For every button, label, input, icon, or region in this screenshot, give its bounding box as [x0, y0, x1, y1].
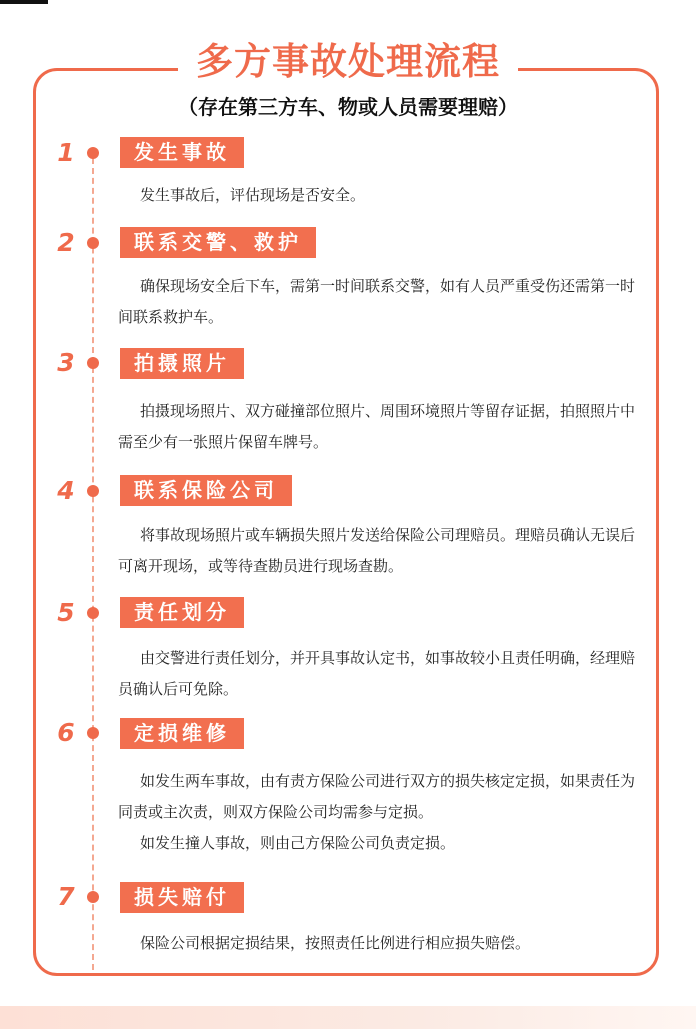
- timeline-dot: [87, 357, 99, 369]
- page-subtitle: （存在第三方车、物或人员需要理赔）: [178, 95, 518, 119]
- step-label: 定损维修: [120, 718, 244, 749]
- step-description: [118, 520, 640, 582]
- bottom-decor-band: [0, 1006, 696, 1029]
- step-label: 损失赔付: [120, 882, 244, 913]
- step-label: 联系保险公司: [120, 475, 292, 506]
- timeline-dot: [87, 147, 99, 159]
- step-label: 责任划分: [120, 597, 244, 628]
- step-label: 发生事故: [120, 137, 244, 168]
- step-number: 1: [57, 138, 75, 167]
- description-paragraph: 保险公司根据定损结果，按照责任比例进行相应损失赔偿。: [140, 934, 531, 952]
- step-description: [118, 396, 640, 458]
- timeline-dot: [87, 891, 99, 903]
- step-description: [118, 928, 640, 959]
- description-paragraph: 拍摄现场照片、双方碰撞部位照片、周围环境照片等留存证据，拍照照片中需至少有一张照片保留车牌号。: [118, 402, 636, 451]
- step-description: [118, 643, 640, 705]
- description-paragraph: 由交警进行责任划分，并开具事故认定书，如事故较小且责任明确，经理赔员确认后可免除。: [118, 649, 636, 698]
- page-title: 多方事故处理流程: [178, 32, 518, 92]
- step-description: [118, 766, 640, 859]
- step-number: 5: [57, 598, 75, 627]
- description-paragraph: 确保现场安全后下车，需第一时间联系交警，如有人员严重受伤还需第一时间联系救护车。: [118, 277, 636, 326]
- timeline-dot: [87, 237, 99, 249]
- step-label: 拍摄照片: [120, 348, 244, 379]
- step-label: 联系交警、救护: [120, 227, 316, 258]
- description-paragraph: 如发生两车事故，由有责方保险公司进行双方的损失核定定损，如果责任为同责或主次责，则双方保险公司均需参与定损。: [118, 772, 636, 821]
- step-description: [118, 180, 640, 211]
- description-paragraph: 如发生撞人事故，则由己方保险公司负责定损。: [140, 834, 456, 852]
- step-number: 7: [57, 882, 75, 911]
- timeline-dot: [87, 727, 99, 739]
- description-paragraph: 将事故现场照片或车辆损失照片发送给保险公司理赔员。理赔员确认无误后可离开现场，或等待查勘员进行现场查勘。: [118, 526, 636, 575]
- timeline-dot: [87, 485, 99, 497]
- timeline-dot: [87, 607, 99, 619]
- step-number: 6: [57, 718, 75, 747]
- step-number: 2: [57, 228, 75, 257]
- step-description: [118, 271, 640, 333]
- corner-mark: [0, 0, 48, 4]
- step-number: 3: [57, 348, 75, 377]
- timeline-dashed-line: [92, 158, 94, 970]
- step-number: 4: [57, 476, 75, 505]
- description-paragraph: 发生事故后，评估现场是否安全。: [140, 186, 366, 204]
